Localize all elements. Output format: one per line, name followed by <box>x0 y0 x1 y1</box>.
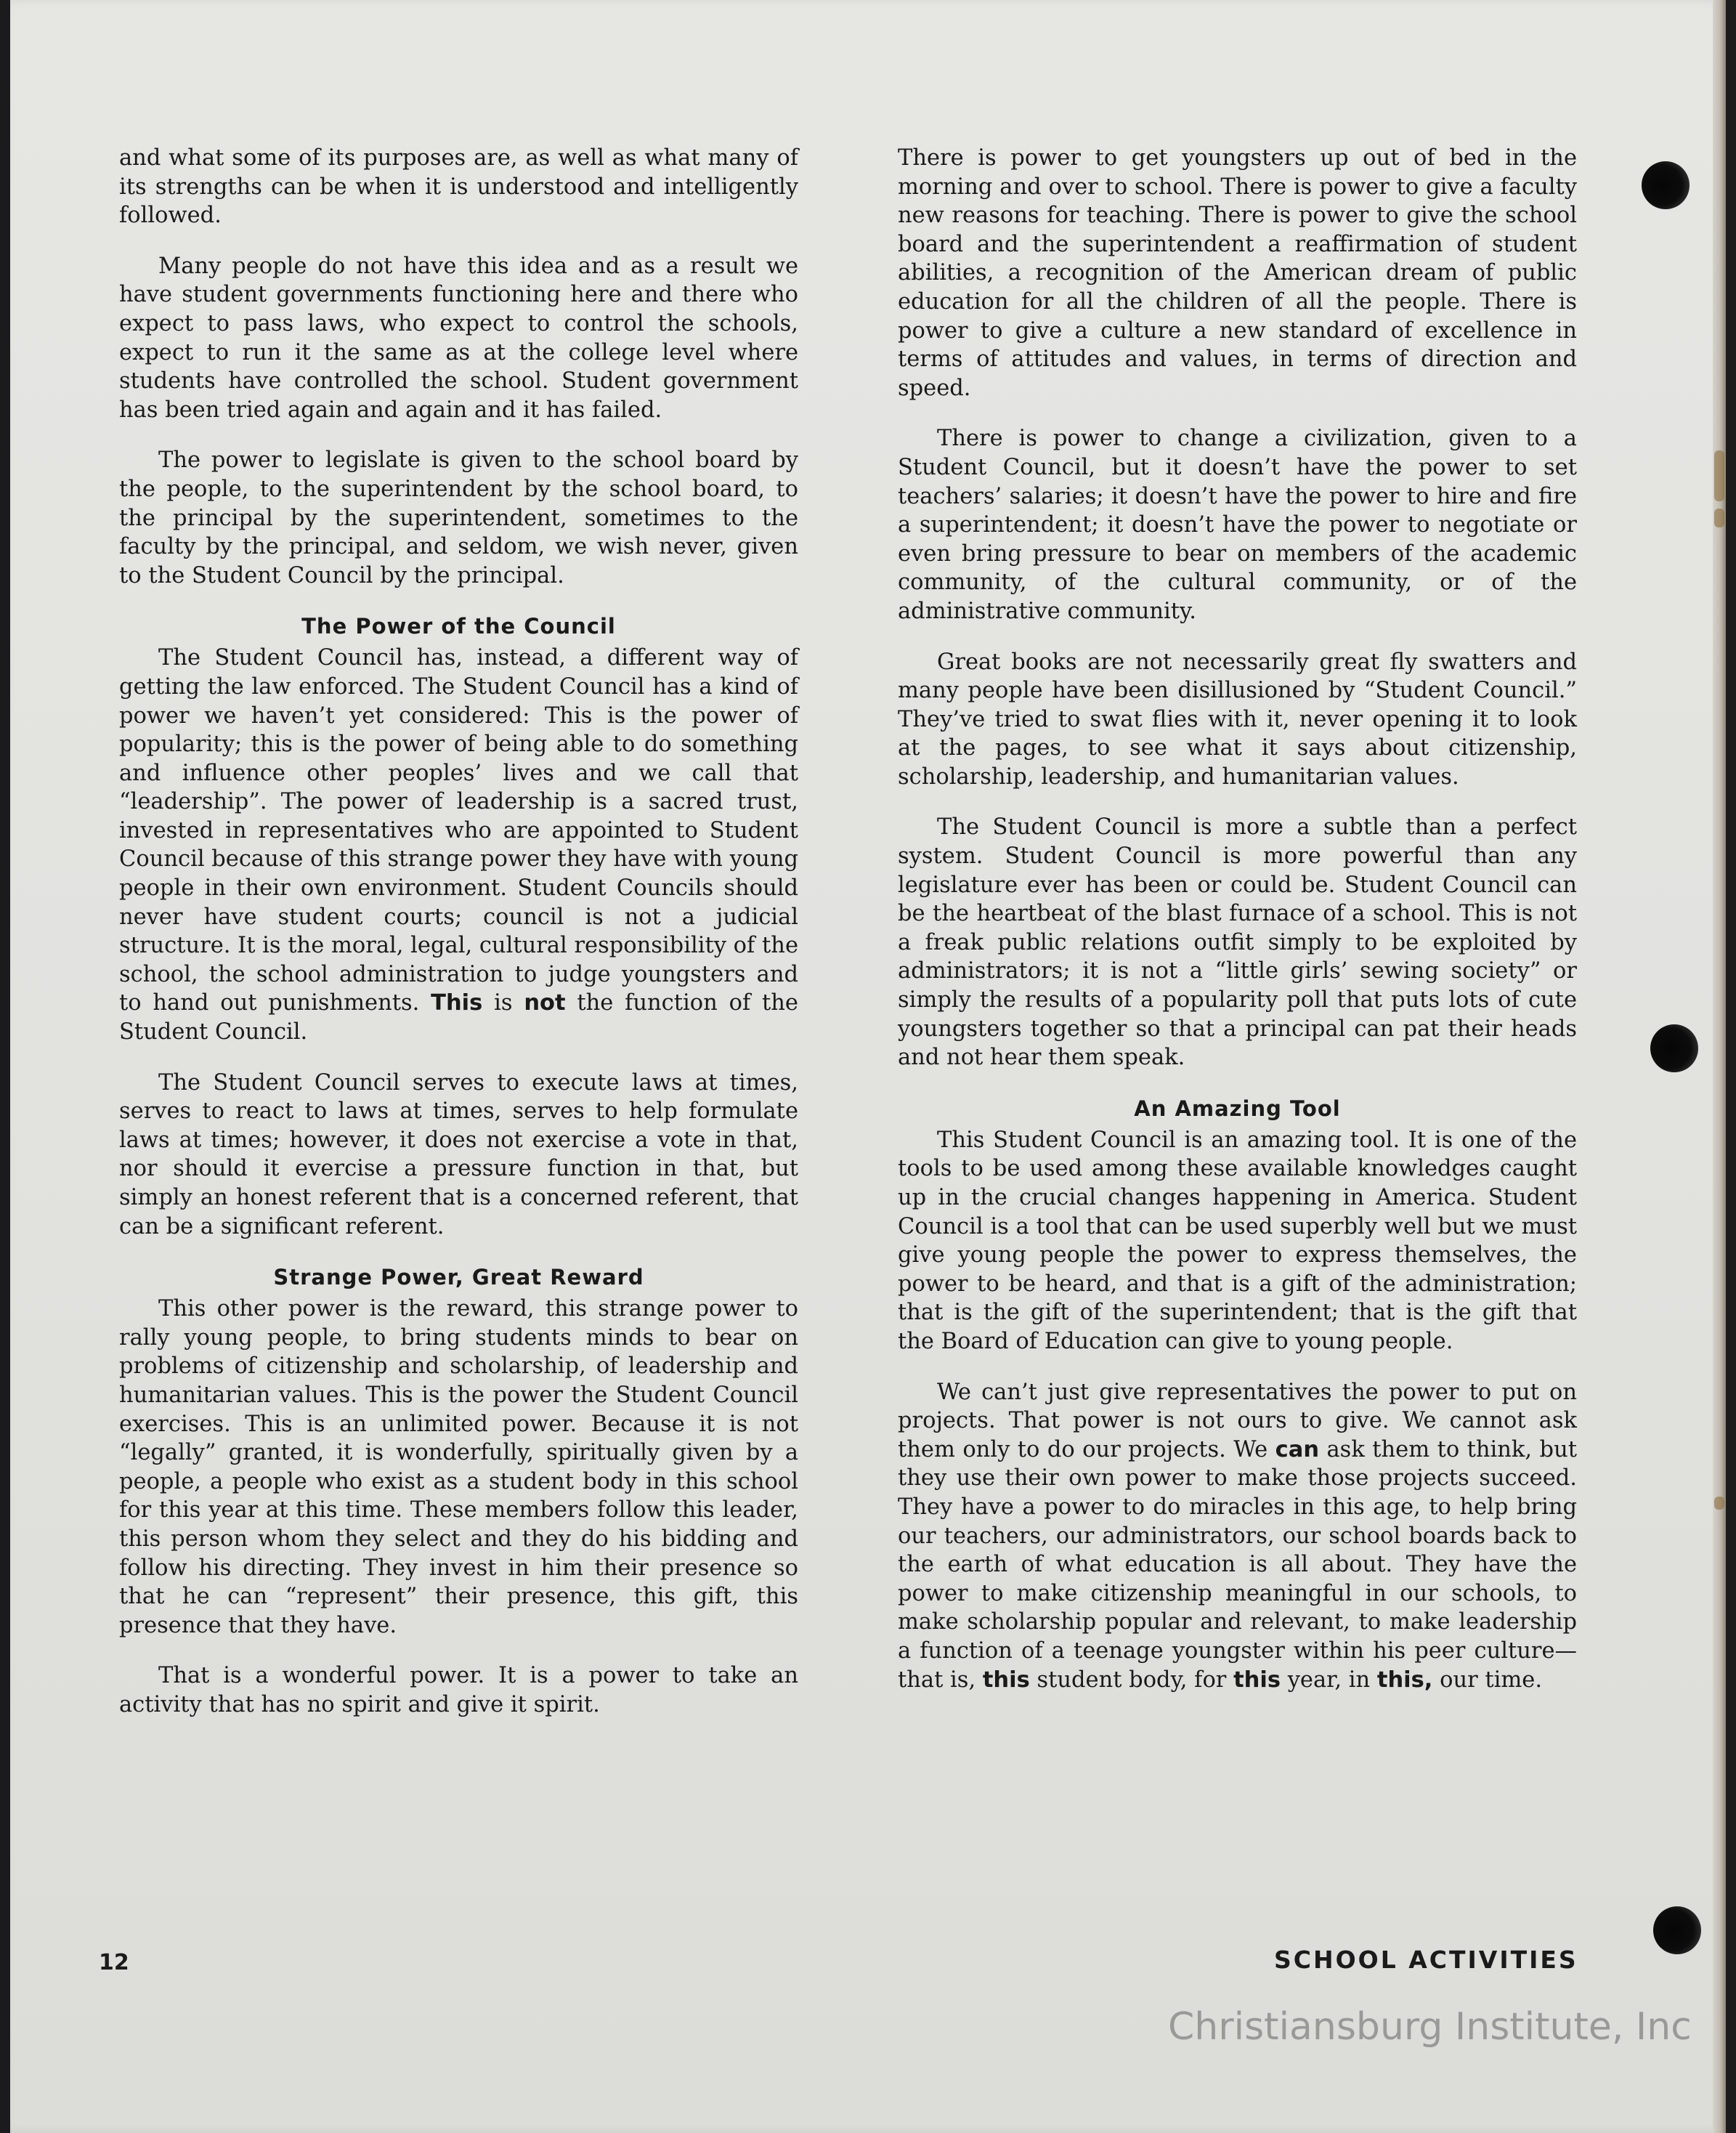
section-heading: The Power of the Council <box>301 614 616 639</box>
paragraph <box>898 1378 1577 1695</box>
magazine-page <box>10 0 1726 2133</box>
left-column <box>119 144 798 1741</box>
paragraph: Great books are not necessarily great fly swatters and many people have been disillusioned by “Student Council.” They’ve tried to swat flies with it, never opening it to look at the pages, to see what it says about citizenship, scholarship, leadership, and humanitarian values. <box>898 649 1577 790</box>
watermark: Christiansburg Institute, Inc <box>1168 2005 1692 2049</box>
text-run: our time. <box>1440 1667 1543 1693</box>
paragraph: This other power is the reward, this strange power to rally young people, to bring students minds to bear on problems of citizenship and scholarship, of leadership and humanitarian values. This is the power the Student Council exercises. This is an unlimited power. Because it is not “legally” granted, it is wonderfully, spiritually given by a people, a people who exist as a student body in this school for this year at this time. These members follow this leader, this person whom they select and they do his bidding and follow his directing. They invest in him their presence so that he can “represent” their presence, this gift, this presence that they have. <box>119 1296 798 1638</box>
paragraph: There is power to change a civilization, given to a Student Council, but it doesn’t have the power to set teachers’ salaries; it doesn’t have the power to hire and fire a superintendent; it doesn’t have the power to negotiate or even bring pressure to bear on members of the academic community, of the cultural community, or of the administrative community. <box>898 426 1577 624</box>
binder-hole <box>1653 1906 1701 1954</box>
binder-hole <box>1650 1024 1698 1072</box>
text-run: year, in <box>1287 1667 1371 1693</box>
paragraph: That is a wonderful power. It is a power to take an activity that has no spirit and give it spirit. <box>119 1663 798 1717</box>
paragraph: The Student Council serves to execute laws at times, serves to react to laws at times, serves to help formulate laws at times; however, it does not exercise a vote in that, nor should it evercise a pressure function in that, but simply an honest referent that is a concerned referent, that can be a significant referent. <box>119 1069 798 1239</box>
edge-stain <box>1714 1497 1724 1510</box>
magazine-title: SCHOOL ACTIVITIES <box>1274 1946 1578 1974</box>
paragraph: and what some of its purposes are, as well as what many of its strengths can be when it is understood and intelligently followed. <box>119 145 798 229</box>
paragraph <box>119 644 798 1046</box>
bold-text: can <box>1275 1436 1320 1462</box>
binder-hole <box>1642 161 1690 209</box>
bold-text: not <box>524 990 566 1016</box>
text-run: the function of the Student Council. <box>119 990 798 1045</box>
text-run: is <box>494 990 513 1016</box>
paragraph: There is power to get youngsters up out of bed in the morning and over to school. There is power to give a faculty new reasons for teaching. There is power to give the school board and the superintendent a reaffirmation of student abilities, a recognition of the American dream of public education for all the children of all the people. There is power to give a culture a new standard of excellence in terms of attitudes and values, in terms of direction and speed. <box>898 145 1577 401</box>
text-run: ask them to think, but they use their own power to make those projects succeed. They have a power to do miracles in this age, to help bring our teachers, our administrators, our school boards back to the earth of what education is all about. They have the power to make citizenship meaningful in our schools, to make scholarship popular and relevant, to make leadership a function of a teenage youngster within his peer culture—that is, <box>898 1436 1577 1693</box>
text-run: The Student Council has, instead, a different way of getting the law enforced. The Student Council has a kind of power we haven’t yet considered: This is the power of popularity; this is the power of being able to do something and influence other peoples’ lives and we call that “leadership”. The power of leadership is a sacred trust, invested in representatives who are appointed to Student Council because of this strange power they have with young people in their own environment. Student Councils should never have student courts; council is not a judicial structure. It is the moral, legal, cultural responsibility of the school, the school administration to judge youngsters and to hand out punishments. <box>119 645 798 1016</box>
paragraph: The Student Council is more a subtle than a perfect system. Student Council is more powerful than any legislature ever has been or could be. Student Council can be the heartbeat of the blast furnace of a school. This is not a freak public relations outfit simply to be exploited by administrators; it is not a “little girls’ sewing society” or simply the results of a popularity poll that puts lots of cute youngsters together so that a principal can pat their heads and not hear them speak. <box>898 814 1577 1071</box>
bold-text: This <box>431 990 483 1016</box>
page-edge <box>1713 0 1726 2133</box>
section-heading: An Amazing Tool <box>1134 1096 1341 1121</box>
right-column <box>898 144 1577 1716</box>
page-number: 12 <box>99 1950 129 1975</box>
edge-stain <box>1714 509 1724 527</box>
bold-text: this <box>982 1667 1030 1693</box>
text-run: We can’t just give representatives the power to put on projects. That power is not ours to give. We cannot ask them only to do our projects. We <box>898 1379 1577 1462</box>
bold-text: this <box>1233 1667 1281 1693</box>
edge-stain <box>1714 450 1724 501</box>
text-run: student body, for <box>1037 1667 1227 1693</box>
bold-text: this, <box>1376 1667 1433 1693</box>
section-heading: Strange Power, Great Reward <box>273 1265 644 1290</box>
paragraph: The power to legislate is given to the school board by the people, to the superintendent by the school board, to the principal by the superintendent, sometimes to the faculty by the principal, and seldom, we wish never, given to the Student Council by the principal. <box>119 448 798 588</box>
paragraph: This Student Council is an amazing tool. It is one of the tools to be used among these available knowledges caught up in the crucial changes happening in America. Student Council is a tool that can be used superbly well but we must give young people the power to express themselves, the power to be heard, and that is a gift of the administration; that is the gift of the superintendent; that is the gift that the Board of Education can give to young people. <box>898 1127 1577 1354</box>
paragraph: Many people do not have this idea and as a result we have student governments functioning here and there who expect to pass laws, who expect to control the schools, expect to run it the same as at the college level where students have controlled the school. Student government has been tried again and again and it has failed. <box>119 253 798 423</box>
